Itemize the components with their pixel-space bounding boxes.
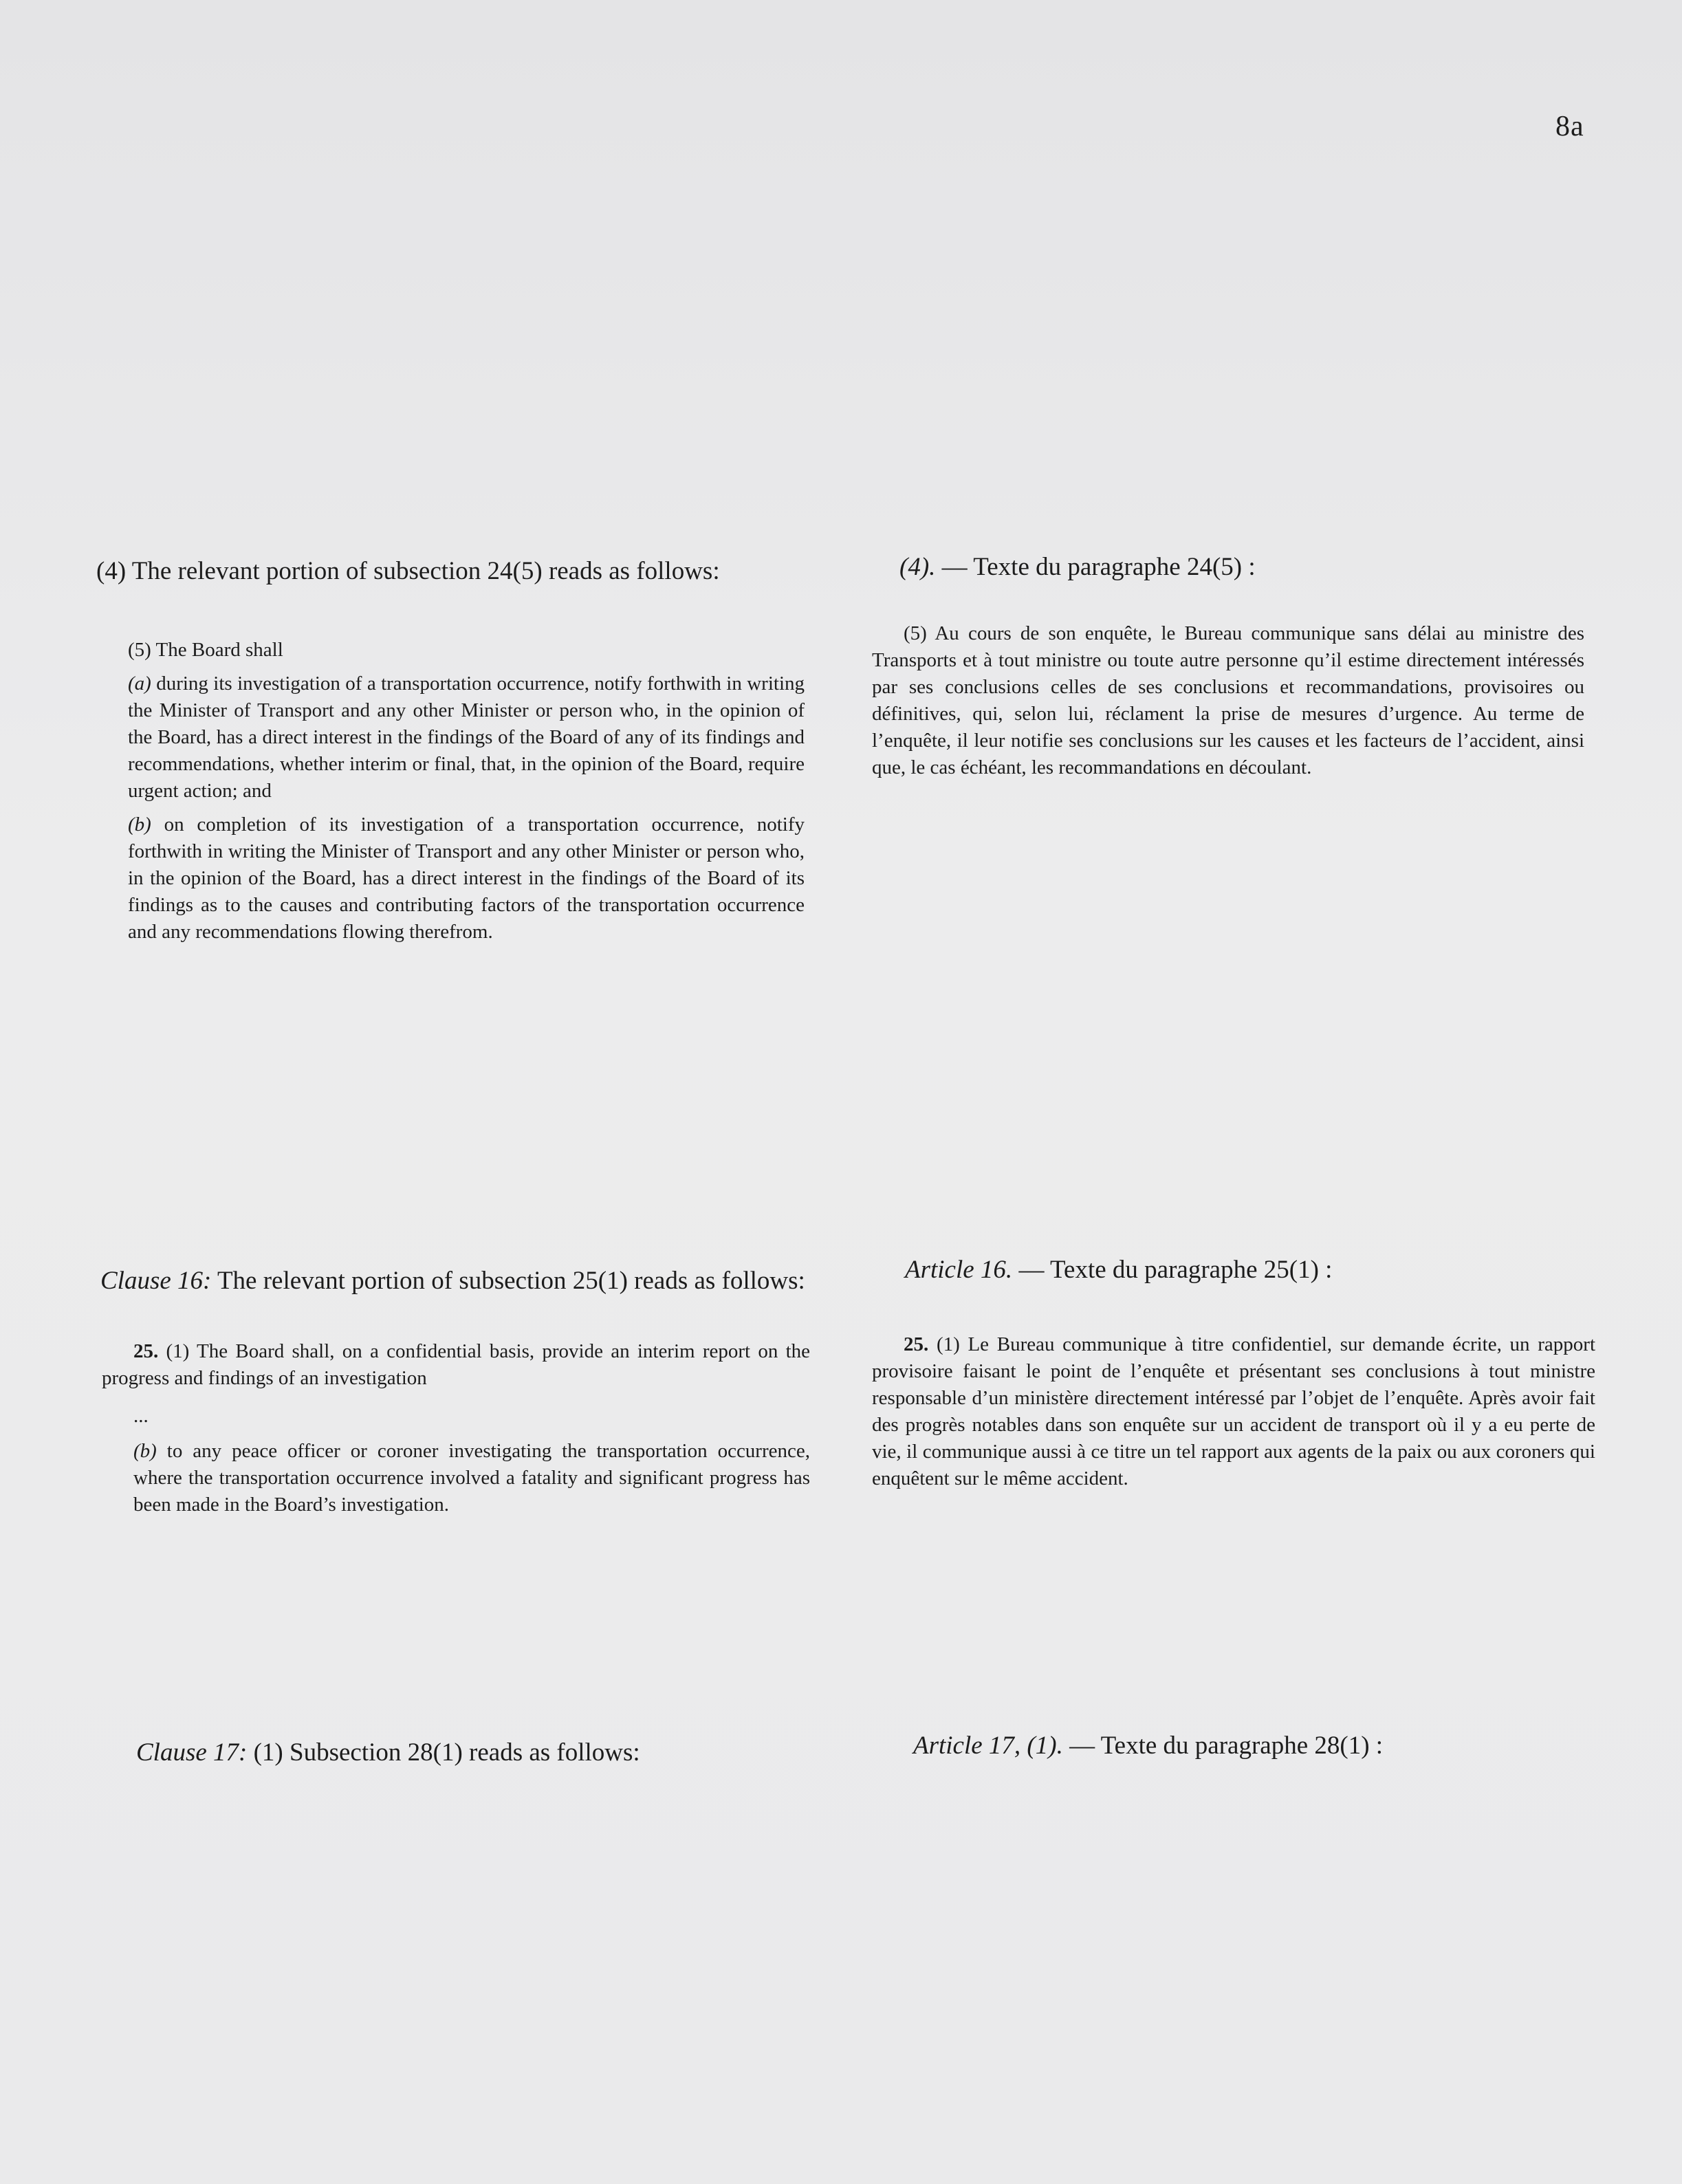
clause-16-fr-body xyxy=(872,1331,1595,1492)
clause-16-fr-section-num: 25. xyxy=(904,1333,929,1355)
clause-16-en-heading xyxy=(100,1264,809,1298)
clause-16-en-body xyxy=(102,1338,810,1525)
clause-16-en-section-num: 25. xyxy=(133,1340,159,1362)
section-4-fr-heading xyxy=(899,550,1587,585)
section-4-en-body xyxy=(128,637,805,952)
clause-16-en-heading-label: Clause 16: xyxy=(100,1267,212,1295)
para-a-marker: (a) xyxy=(128,673,151,695)
section-4-en-heading: (4) The relevant portion of subsection 24(5) reads as follows: xyxy=(96,557,720,585)
clause-16-fr-heading-label: Article 16. xyxy=(905,1256,1013,1284)
section-4-en-para-a xyxy=(128,670,805,805)
clause-16-en-text: (1) The Board shall, on a confidential basis, provide an interim report on the progress and findings of an investigation xyxy=(102,1340,810,1389)
clause-17-fr-heading-rest: — Texte du paragraphe 28(1) : xyxy=(1062,1732,1384,1760)
section-4-fr-body: (5) Au cours de son enquête, le Bureau communique sans délai au ministre des Transports et à tout ministre ou toute autre personne qu’il estime directement intéressés par ses conclusions celles de ses conclusions et recommandations, provisoires ou définitives, qui, selon lui, réclament la prise de mesures d’urgence. Au terme de l’enquête, il leur notifie ses conclusions sur les causes et les facteurs de l’accident, ainsi que, le cas échéant, les recommandations en découlant. xyxy=(872,622,1584,778)
clause-16-en-para-b xyxy=(133,1438,810,1518)
clause-16-en-section xyxy=(102,1338,810,1392)
para-b-text: on completion of its investigation of a transportation occurrence, notify forthwith in writing the Minister of Transport and any other Minister or person who, in the opinion of the Board, has a direct interest in the findings of the Board of its findings as to the causes and contributing factors of the transportation occurrence and any recommendations flowing therefrom. xyxy=(128,813,805,943)
para-a-text: during its investigation of a transportation occurrence, notify forthwith in writing the Minister of Transport and any other Minister or person who, in the opinion of the Board, has a direct interest in the findings of the Board of any of its findings and recommendations, whether interim or final, that, in the opinion of the Board, require urgent action; and xyxy=(128,673,805,802)
clause-17-fr-heading xyxy=(913,1729,1601,1763)
section-4-en-para-b xyxy=(128,811,805,946)
clause-17-en-heading-rest: (1) Subsection 28(1) reads as follows: xyxy=(247,1738,640,1767)
clause-16-fr-text: (1) Le Bureau communique à titre confidentiel, sur demande écrite, un rapport provisoire faisant le point de l’enquête et présentant ses conclusions à tout ministre responsable d’un ministère directement intéressé par l’objet de l’enquête. Après avoir fait des progrès notables dans son enquête sur un accident de transport où il y a eu perte de vie, il communique aussi à ce titre un tel rapport aux agents de la paix ou aux coroners qui enquêtent sur le même accident. xyxy=(872,1333,1595,1489)
clause-16-en-heading-rest: The relevant portion of subsection 25(1) reads as follows: xyxy=(211,1267,805,1295)
clause-16-para-b-text: to any peace officer or coroner investigating the transportation occurrence, where the transportation occurrence involved a fatality and significant progress has been made in the Board’s investigation. xyxy=(133,1440,810,1516)
section-4-fr-heading-rest: — Texte du paragraphe 24(5) : xyxy=(935,553,1256,581)
clause-16-fr-heading-rest: — Texte du paragraphe 25(1) : xyxy=(1012,1256,1333,1284)
clause-16-en-ellipsis: ... xyxy=(133,1405,149,1427)
clause-17-fr-heading-label: Article 17, (1). xyxy=(913,1732,1063,1760)
clause-16-fr-heading xyxy=(905,1253,1593,1287)
clause-17-en-heading-label: Clause 17: xyxy=(136,1738,248,1767)
section-4-en-lead: (5) The Board shall xyxy=(128,639,283,661)
page-number: 8a xyxy=(1555,111,1584,142)
section-4-fr-heading-label: (4). xyxy=(899,553,936,581)
para-b-marker: (b) xyxy=(128,813,151,836)
clause-17-en-heading xyxy=(136,1736,824,1770)
clause-16-para-b-marker: (b) xyxy=(133,1440,157,1462)
